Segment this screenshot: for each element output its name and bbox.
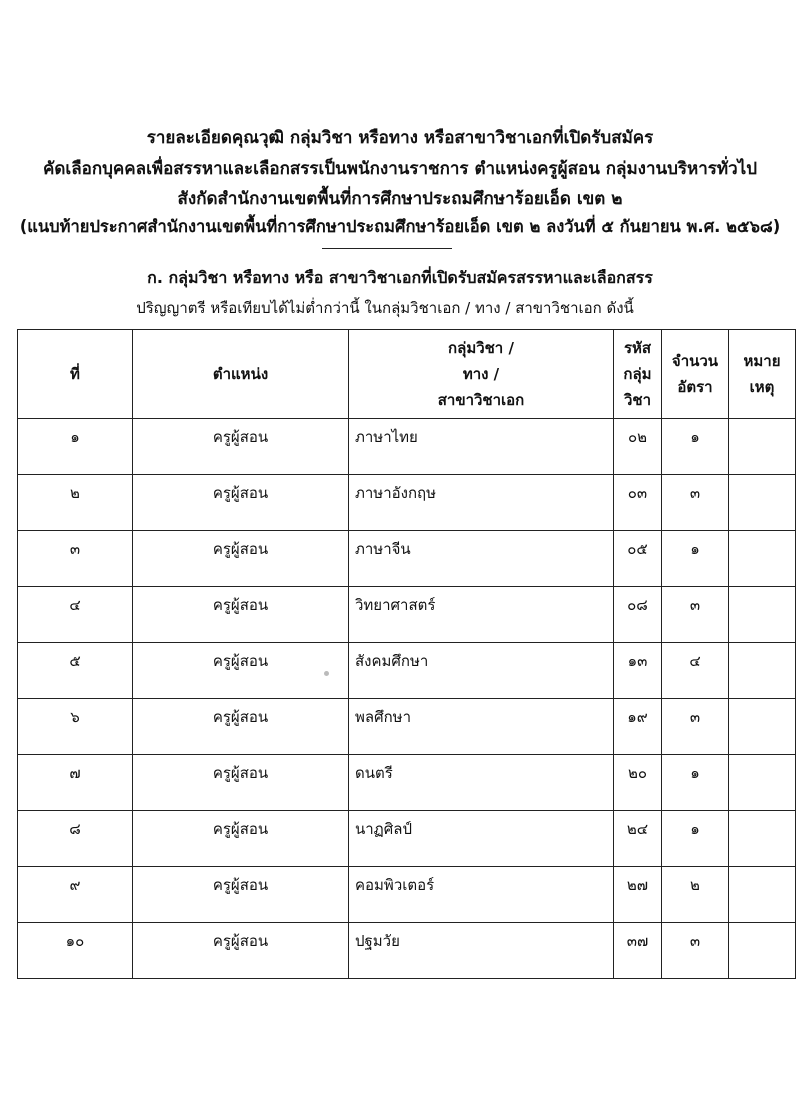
table-row (18, 923, 796, 979)
cell-no: ๙ (18, 867, 133, 923)
cell-position: ครูผู้สอน (133, 587, 349, 643)
cell-note (729, 811, 796, 867)
table-row (18, 475, 796, 531)
document-title-line-2: คัดเลือกบุคคลเพื่อสรรหาและเลือกสรรเป็นพนักงานราชการ ตำแหน่งครูผู้สอน กลุ่มงานบริหารทั่วไป (42, 159, 758, 179)
cell-code: ๐๓ (614, 475, 662, 531)
cell-code: ๐๒ (614, 419, 662, 475)
table-row (18, 531, 796, 587)
cell-no: ๗ (18, 755, 133, 811)
table-row (18, 587, 796, 643)
cell-no: ๔ (18, 587, 133, 643)
cell-subject: นาฏศิลป์ (349, 811, 614, 867)
cell-subject: ปฐมวัย (349, 923, 614, 979)
cell-code: ๑๙ (614, 699, 662, 755)
document-title-line-1: รายละเอียดคุณวุฒิ กลุ่มวิชา หรือทาง หรือสาขาวิชาเอกที่เปิดรับสมัคร (146, 128, 654, 148)
cell-note (729, 699, 796, 755)
cell-code: ๒๗ (614, 867, 662, 923)
cell-count: ๓ (662, 923, 729, 979)
table-row (18, 643, 796, 699)
cell-subject: พลศึกษา (349, 699, 614, 755)
cell-no: ๑ (18, 419, 133, 475)
table-row (18, 811, 796, 867)
cell-subject: ภาษาไทย (349, 419, 614, 475)
cell-no: ๒ (18, 475, 133, 531)
cell-code: ๓๗ (614, 923, 662, 979)
cell-position: ครูผู้สอน (133, 531, 349, 587)
cell-count: ๔ (662, 643, 729, 699)
header-position: ตำแหน่ง (133, 330, 349, 419)
cell-position: ครูผู้สอน (133, 923, 349, 979)
cell-count: ๓ (662, 475, 729, 531)
cell-count: ๒ (662, 867, 729, 923)
cell-count: ๑ (662, 811, 729, 867)
cell-count: ๑ (662, 531, 729, 587)
cell-note (729, 867, 796, 923)
cell-position: ครูผู้สอน (133, 475, 349, 531)
cell-position: ครูผู้สอน (133, 419, 349, 475)
cell-subject: วิทยาศาสตร์ (349, 587, 614, 643)
cell-count: ๑ (662, 755, 729, 811)
document-title-line-3: สังกัดสำนักงานเขตพื้นที่การศึกษาประถมศึกษาร้อยเอ็ด เขต ๒ (177, 189, 623, 209)
cell-note (729, 419, 796, 475)
table-row (18, 755, 796, 811)
cell-position: ครูผู้สอน (133, 643, 349, 699)
cell-code: ๑๓ (614, 643, 662, 699)
header-code: รหัส กลุ่ม วิชา (614, 330, 662, 419)
cell-note (729, 475, 796, 531)
cell-code: ๐๘ (614, 587, 662, 643)
table-row (18, 419, 796, 475)
cell-count: ๓ (662, 587, 729, 643)
cell-no: ๑๐ (18, 923, 133, 979)
header-subject: กลุ่มวิชา / ทาง / สาขาวิชาเอก (349, 330, 614, 419)
section-title: ก. กลุ่มวิชา หรือทาง หรือ สาขาวิชาเอกที่เปิดรับสมัครสรรหาและเลือกสรร (147, 268, 653, 287)
cell-subject: คอมพิวเตอร์ (349, 867, 614, 923)
cell-code: ๒๔ (614, 811, 662, 867)
cell-no: ๖ (18, 699, 133, 755)
header-note: หมาย เหตุ (729, 330, 796, 419)
cell-note (729, 531, 796, 587)
cell-subject: สังคมศึกษา (349, 643, 614, 699)
cell-no: ๘ (18, 811, 133, 867)
cell-count: ๑ (662, 419, 729, 475)
section-subtitle: ปริญญาตรี หรือเทียบได้ไม่ต่ำกว่านี้ ในกลุ่มวิชาเอก / ทาง / สาขาวิชาเอก ดังนี้ (136, 299, 634, 317)
vacancy-table (17, 329, 796, 979)
cell-position: ครูผู้สอน (133, 867, 349, 923)
cell-note (729, 755, 796, 811)
cell-note (729, 643, 796, 699)
cell-code: ๐๕ (614, 531, 662, 587)
cell-subject: ภาษาอังกฤษ (349, 475, 614, 531)
cell-count: ๓ (662, 699, 729, 755)
table-row (18, 699, 796, 755)
cell-note (729, 923, 796, 979)
cell-no: ๕ (18, 643, 133, 699)
cell-subject: ดนตรี (349, 755, 614, 811)
table-header-row (18, 330, 796, 419)
header-no: ที่ (18, 330, 133, 419)
cell-position: ครูผู้สอน (133, 699, 349, 755)
scan-speck (324, 671, 329, 676)
document-title-line-4: (แนบท้ายประกาศสำนักงานเขตพื้นที่การศึกษาประถมศึกษาร้อยเอ็ด เขต ๒ ลงวันที่ ๕ กันยายน พ.ศ. ๒๕๖๘) (19, 217, 781, 236)
cell-no: ๓ (18, 531, 133, 587)
cell-code: ๒๐ (614, 755, 662, 811)
table-row (18, 867, 796, 923)
cell-position: ครูผู้สอน (133, 755, 349, 811)
cell-subject: ภาษาจีน (349, 531, 614, 587)
cell-position: ครูผู้สอน (133, 811, 349, 867)
title-divider (322, 248, 452, 249)
cell-note (729, 587, 796, 643)
header-count: จำนวน อัตรา (662, 330, 729, 419)
